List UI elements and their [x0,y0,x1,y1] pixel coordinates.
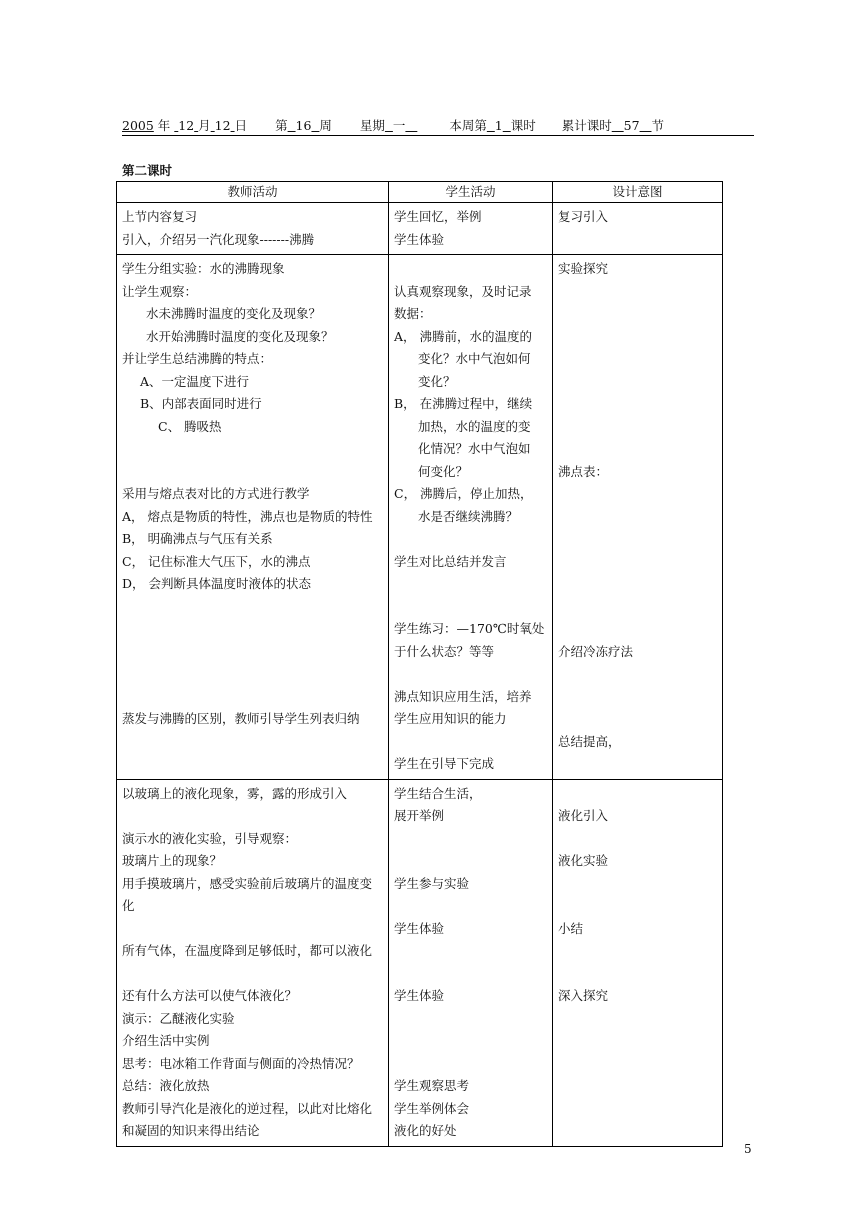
page-number: 5 [744,1142,752,1156]
table-row [117,779,723,1146]
section-title: 第二课时 [122,163,173,178]
header-design: 设计意图 [553,182,723,203]
teacher-cell: 以玻璃上的液化现象，雾，露的形成引入 演示水的液化实验，引导观察： 玻璃片上的现象？ 用手摸玻璃片，感受实验前后玻璃片的温度变 化 所有气体，在温度降到足够低时，都可以液化 还有什么方法可以使气体液化？ 演示：乙醚液化实验 介绍生活中实例 思考：电冰箱工作背面与侧面的冷热情况？ 总结：液化放热 教师引导汽化是液化的逆过程，以此对比熔化 和凝固的知识来得出结论 [117,779,389,1146]
week-info: 第 16 周 [275,118,332,133]
lesson-info: 本周第 1 课时 [449,118,536,133]
design-cell: 实验探究 沸点表： 介绍冷冻疗法 总结提高， [553,255,723,780]
student-cell: 学生回忆，举例 学生体验 [389,203,553,255]
header-teacher: 教师活动 [117,182,389,203]
lesson-plan-table [116,181,723,1147]
design-cell: 液化引入 液化实验 小结 深入探究 [553,779,723,1146]
table-header-row [117,182,723,203]
teacher-cell: 学生分组实验：水的沸腾现象 让学生观察： 水未沸腾时温度的变化及现象？ 水开始沸腾时温度的变化及现象？ 并让学生总结沸腾的特点： A、一定温度下进行 B、内部表面同时进行 C、 腾吸热 采用与熔点表对比的方式进行教学 A， 熔点是物质的特性，沸点也是物质的特性 B， 明确沸点与气压有关系 C， 记住标准大气压下，水的沸点 D， 会判断具体温度时液体的状态 蒸发与沸腾的区别，教师引导学生列表归纳 [117,255,389,780]
table-row [117,255,723,780]
lesson-header [122,118,754,136]
student-cell: 认真观察现象，及时记录 数据： A， 沸腾前，水的温度的 变化？水中气泡如何 变化？ B， 在沸腾过程中，继续 加热，水的温度的变 化情况？水中气泡如 何变化？ C， 沸腾后，停止加热， 水是否继续沸腾？ 学生对比总结并发言 学生练习：—170℃时氧处 于什么状态？等等 沸点知识应用生活，培养 学生应用知识的能力 学生在引导下完成 [389,255,553,780]
total-info: 累计课时 57 节 [561,118,664,133]
table-row [117,203,723,255]
design-cell: 复习引入 [553,203,723,255]
weekday-info: 星期 一 [359,118,406,133]
header-student: 学生活动 [389,182,553,203]
teacher-cell: 上节内容复习 引入，介绍另一汽化现象-------沸腾 [117,203,389,255]
student-cell: 学生结合生活， 展开举例 学生参与实验 学生体验 学生体验 学生观察思考 学生举例体会 液化的好处 [389,779,553,1146]
date: 2005 年 12 月 12 日 [122,118,248,133]
